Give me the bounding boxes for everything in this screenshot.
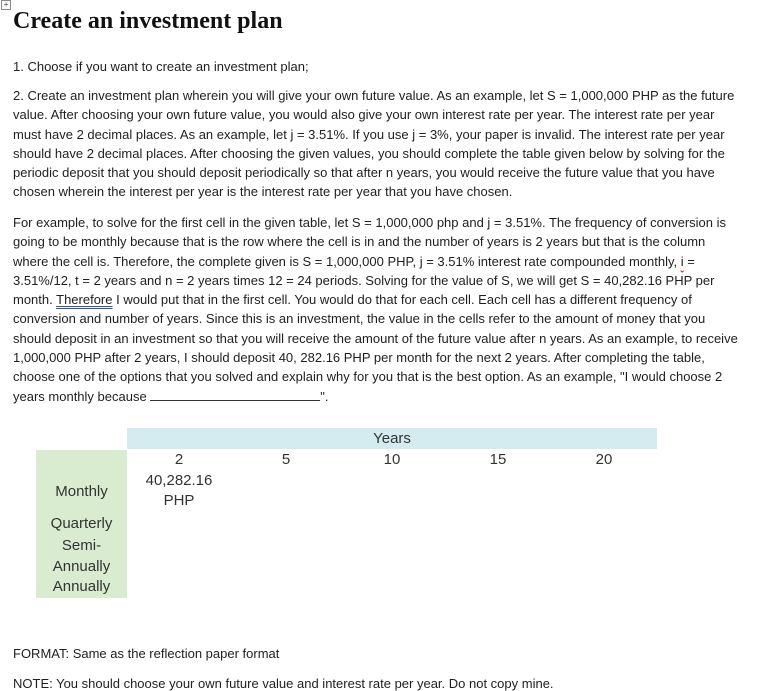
year-col-5: 5 [281,451,291,468]
example-text-4: ". [320,388,329,404]
step-1-text: 1. Choose if you want to create an investment plan; [13,59,309,74]
year-col-2: 2 [174,451,184,468]
row-label-semi-annually: Semi-Annually [52,537,111,575]
format-line: FORMAT: Same as the reflection paper format [13,646,280,661]
spellcheck-flag-i[interactable]: i [680,253,684,269]
example-paragraph [13,213,743,406]
row-label-annually: Annually [52,578,111,595]
years-header: Years [127,428,657,449]
answer-blank-line [150,388,320,401]
year-col-20: 20 [595,451,613,468]
year-col-15: 15 [489,451,507,468]
cell-amount: 40,282.16 [145,472,213,489]
example-text-2: = 3.51%/12, t = 2 years and n = 2 years times 12 = 24 periods. Solving for the value of S, we will get S = 40,282.16 PHP per month. [13,253,715,308]
row-label-quarterly: Quarterly [50,515,113,532]
example-text-1: For example, to solve for the first cell in the given table, let S = 1,000,000 php and j = 3.51%. The frequency of conversion is going to be monthly because that is the row where the cell is in and the number of years is 2 years but that is the column where the cell is. Therefore, the complete given is S = 1,000,000 PHP, j = 3.51% interest rate compounded monthly, [13,215,727,269]
note-line: NOTE: You should choose your own future value and interest rate per year. Do not copy mine. [13,676,554,691]
grammar-flag-therefore[interactable]: Therefore [56,292,113,308]
year-col-10: 10 [383,451,401,468]
cell-currency: PHP [163,492,195,509]
step-2-text: 2. Create an investment plan wherein you will give your own future value. As an example, let S = 1,000,000 PHP as the future value. After choosing your own future value, you would also give your own interest rate per year. The interest rate per year must have 2 decimal places. As an example, let j = 3.51%. If you use j = 3%, your paper is invalid. The interest rate per year should have 2 decimal places. After choosing the given values, you should complete the table given below by solving for the periodic deposit that you should deposit periodically so that after n years, you would receive the future value that you have chosen wherein the interest per year is the interest rate per year that you have chosen. [13,88,735,200]
example-text-3: I would put that in the first cell. You would do that for each cell. Each cell has a different frequency of conversion and number of years. Since this is an investment, the value in the cells refer to the amount of money that you should deposit in an investment so that you will receive the amount of the future value after n years. As an example, to receive 1,000,000 PHP after 2 years, I should deposit 40, 282.16 PHP per month for the next 2 years. After completing the table, choose one of the options that you solved and explain why for you that is the best option. As an example, "I would choose 2 years monthly because [13,292,738,404]
table-move-handle-icon[interactable]: + [1,0,11,10]
page-title: Create an investment plan [13,8,283,34]
cell-monthly-2-years [139,471,219,511]
row-label-monthly: Monthly [55,483,108,500]
